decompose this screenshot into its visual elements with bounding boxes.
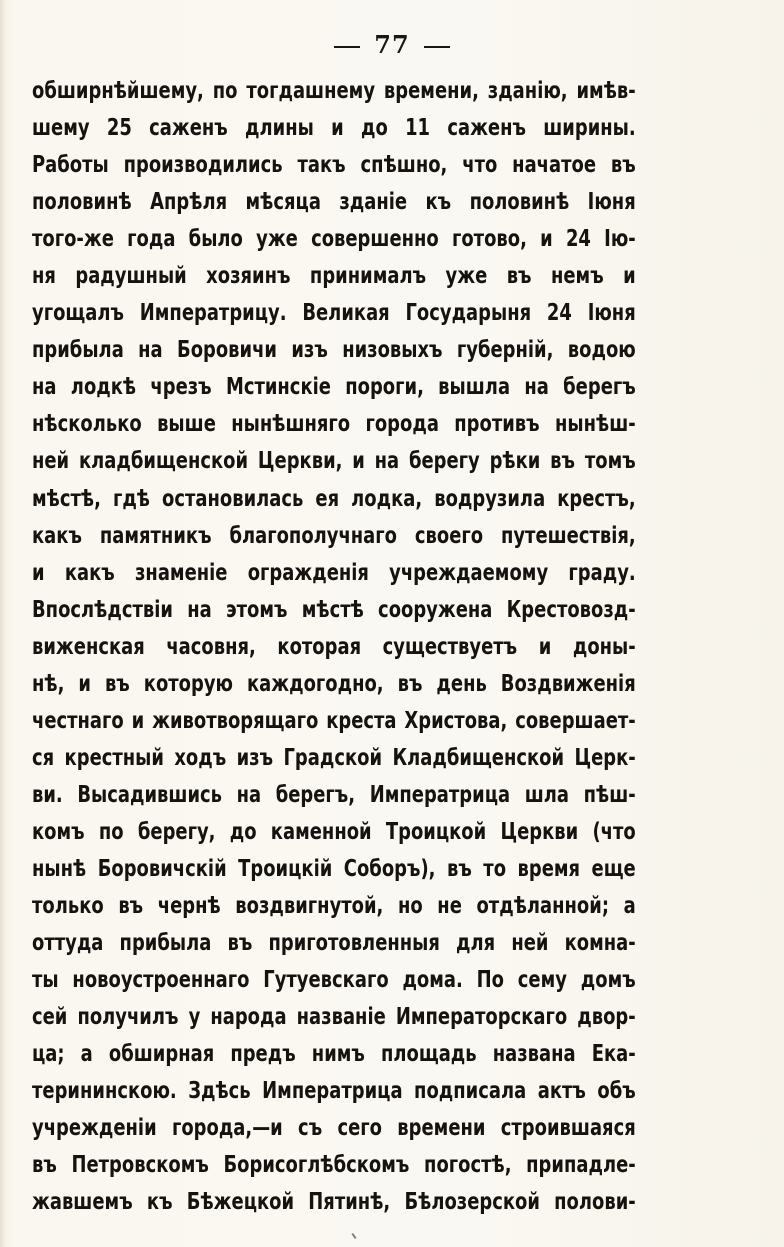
text-line: терининскою. Здѣсь Императрица подписала актъ объ: [32, 1078, 636, 1105]
text-line: ви. Высадившись на берегъ, Императрица шла пѣш-: [32, 781, 636, 808]
text-line: оттуда прибыла въ приготовленныя для ней комна-: [32, 930, 636, 957]
text-line: ся крестный ходъ изъ Градской Кладбищенской Церк-: [32, 744, 636, 771]
body-text: [32, 73, 636, 1221]
text-line: и какъ знаменіе огражденія учреждаемому граду.: [32, 559, 636, 586]
text-line: виженская часовня, которая существуетъ и доны-: [32, 633, 636, 660]
text-line: только въ чернѣ воздвигнутой, но не отдѣланной; а: [32, 893, 636, 920]
text-line: честнаго и животворящаго креста Христова, совершает-: [32, 707, 636, 734]
text-line: прибыла на Боровичи изъ низовыхъ губерній, водою: [32, 337, 636, 364]
page-number: 77: [374, 30, 410, 59]
page-gutter-shadow: [0, 0, 6, 1247]
text-line: половинѣ Апрѣля мѣсяца зданіе къ половинѣ Іюня: [32, 189, 636, 216]
text-line: мѣстѣ, гдѣ остановилась ея лодка, водрузила крестъ,: [32, 485, 636, 512]
header-dash-left: [334, 46, 360, 48]
header-dash-right: [424, 46, 450, 48]
text-line: ты новоустроеннаго Гутуевскаго дома. По сему домъ: [32, 967, 636, 994]
text-line: въ Петровскомъ Борисоглѣбскомъ погостѣ, припадле-: [32, 1152, 636, 1179]
text-line: Работы производились такъ спѣшно, что начатое въ: [32, 152, 636, 179]
text-line: жавшемъ къ Бѣжецкой Пятинѣ, Бѣлозерской полови-: [32, 1189, 636, 1216]
text-line: ня радушный хозяинъ принималъ уже въ немъ и: [32, 263, 636, 290]
text-line: нѣ, и въ которую каждогодно, въ день Воздвиженія: [32, 670, 636, 697]
text-line: Впослѣдствіи на этомъ мѣстѣ сооружена Крестовозд-: [32, 596, 636, 623]
text-line: угощалъ Императрицу. Великая Государыня 24 Іюня: [32, 300, 636, 327]
text-line: учрежденіи города,—и съ сего времени строившаяся: [32, 1115, 636, 1142]
text-line: ней кладбищенской Церкви, и на берегу рѣки въ томъ: [32, 448, 636, 475]
text-line: сей получилъ у народа названіе Императорскаго двор-: [32, 1004, 636, 1031]
text-line: ца; а обширная предъ нимъ площадь названа Ека-: [32, 1041, 636, 1068]
paper-speck: [351, 1233, 356, 1239]
text-line: шему 25 саженъ длины и до 11 саженъ ширины.: [32, 115, 636, 142]
text-line: обширнѣйшему, по тогдашнему времени, зданію, имѣв-: [32, 78, 636, 104]
text-line: нынѣ Боровичскій Троицкій Соборъ), въ то время еще: [32, 855, 636, 882]
text-line: нѣсколько выше нынѣшняго города противъ нынѣш-: [32, 411, 636, 438]
text-line: комъ по берегу, до каменной Троицкой Церкви (что: [32, 818, 636, 845]
text-line: того-же года было уже совершенно готово, и 24 Ію-: [32, 226, 636, 253]
page-header: [0, 30, 784, 59]
text-line: какъ памятникъ благополучнаго своего путешествія,: [32, 522, 636, 549]
text-line: на лодкѣ чрезъ Мстинскіе пороги, вышла на берегъ: [32, 374, 636, 401]
